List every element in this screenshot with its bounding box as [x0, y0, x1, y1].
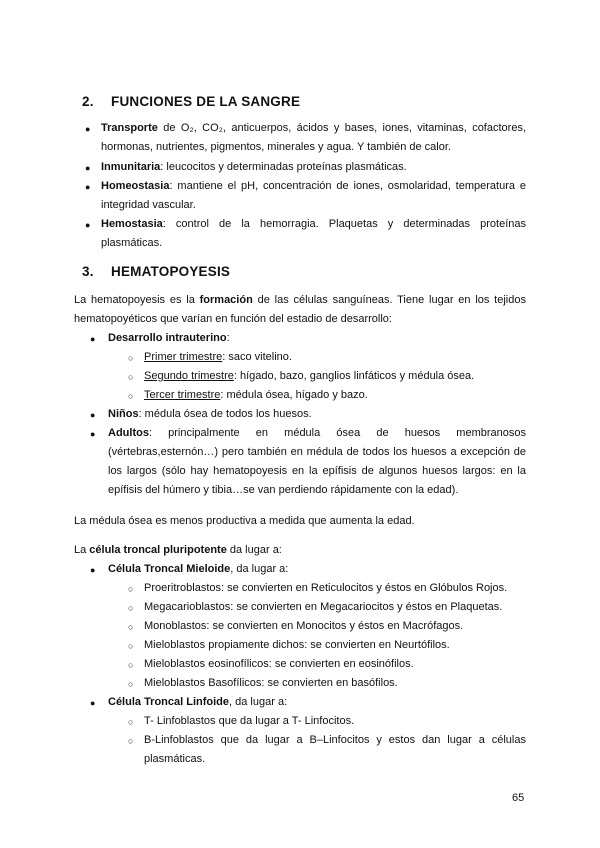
circle-bullet-icon: ○ — [128, 717, 134, 727]
list-item-ninos — [108, 405, 312, 424]
page-number: 65 — [512, 792, 525, 804]
list-item-hemostasia — [101, 215, 526, 253]
item-text: : leucocitos y determinadas proteínas plasmáticas. — [160, 161, 407, 173]
list-item-mieloide-3: Mieloblastos propiamente dichos: se convierten en Neurtófilos. — [144, 639, 450, 651]
list-item-mieloide-0: Proeritroblastos: se convierten en Reticulocitos y éstos en Glóbulos Rojos. — [144, 582, 508, 594]
list-item-mieloide-5: Mieloblastos Basofílicos: se convierten en basófilos. — [144, 677, 398, 689]
list-item-inmunitaria — [101, 158, 526, 177]
list-item-tercer-trimestre — [144, 386, 368, 405]
list-item-homeostasia — [101, 177, 526, 215]
medula-note: La médula ósea es menos productiva a medida que aumenta la edad. — [74, 515, 415, 527]
list-item-primer-trimestre — [144, 348, 292, 367]
item-bold: Inmunitaria — [101, 161, 161, 173]
item-underlined: Primer trimestre — [144, 351, 223, 363]
circle-bullet-icon: ○ — [128, 391, 134, 401]
list-item-mieloide-1: Megacarioblastos: se convierten en Megacariocitos y éstos en Plaquetas. — [144, 601, 503, 613]
circle-bullet-icon: ○ — [128, 641, 134, 651]
circle-bullet-icon: ○ — [128, 603, 134, 613]
list-item-mieloide — [108, 560, 288, 579]
bullet-icon: ● — [85, 182, 91, 192]
bullet-icon: ● — [85, 220, 91, 230]
section-2-heading — [82, 94, 300, 109]
hematopoyesis-intro — [74, 291, 526, 329]
circle-bullet-icon: ○ — [128, 679, 134, 689]
item-text: : principalmente en médula ósea de huesos membranosos (vértebras,esternón…) pero también en médula de todos los huesos a excepción de los largos (sólo hay hematopoyesis en la epífisis de algunos huesos largos: en la epífisis del húmero y tibia…se van perdiendo rápidamente con la edad). — [108, 427, 526, 496]
list-item-linfoide-1: B-Linfoblastos que da lugar a B–Linfocitos y estos dan lugar a células plasmáticas. — [144, 734, 526, 765]
section-2-title: FUNCIONES DE LA SANGRE — [111, 94, 301, 109]
item-bold: Adultos — [108, 427, 149, 439]
item-text: : mantiene el pH, concentración de iones, osmolaridad, temperatura e integridad vascular. — [101, 180, 526, 211]
circle-bullet-icon: ○ — [128, 372, 134, 382]
item-text: : — [226, 332, 230, 344]
item-text: , da lugar a: — [229, 696, 288, 708]
item-underlined: Tercer trimestre — [144, 389, 221, 401]
item-bold: Hemostasia — [101, 218, 163, 230]
item-bold: Célula Troncal Linfoide — [108, 696, 230, 708]
bullet-icon: ● — [90, 334, 96, 344]
intro-text: La hematopoyesis es la — [74, 294, 200, 306]
circle-bullet-icon: ○ — [128, 736, 134, 746]
item-text: : médula ósea de todos los huesos. — [138, 408, 312, 420]
item-text: : control de la hemorragia. Plaquetas y determinadas proteínas plasmáticas. — [101, 218, 526, 249]
list-item-adultos — [108, 424, 526, 500]
bullet-icon: ● — [90, 698, 96, 708]
intro-bold: formación — [199, 294, 253, 306]
list-item-linfoide — [108, 693, 287, 712]
list-item-mieloide-2: Monoblastos: se convierten en Monocitos y éstos en Macrófagos. — [144, 620, 464, 632]
item-underlined: Segundo trimestre — [144, 370, 234, 382]
circle-bullet-icon: ○ — [128, 622, 134, 632]
list-item-intrauterino — [108, 329, 230, 348]
item-text: : médula ósea, hígado y bazo. — [220, 389, 368, 401]
bullet-icon: ● — [90, 565, 96, 575]
circle-bullet-icon: ○ — [128, 660, 134, 670]
bullet-icon: ● — [85, 124, 91, 134]
list-item-mieloide-4: Mieloblastos eosinofílicos: se convierten en eosinófilos. — [144, 658, 414, 670]
item-text: de O₂, CO₂, anticuerpos, ácidos y bases, iones, vitaminas, cofactores, hormonas, nutrientes, pigmentos, minerales y agua. Y también de calor. — [101, 122, 526, 153]
item-bold: Homeostasia — [101, 180, 170, 192]
section-3-number: 3. — [82, 264, 94, 279]
troncal-text: da lugar a: — [226, 544, 282, 556]
item-bold: Célula Troncal Mieloide — [108, 563, 231, 575]
bullet-icon: ● — [90, 429, 96, 439]
list-item-linfoide-0: T- Linfoblastos que da lugar a T- Linfocitos. — [144, 715, 355, 727]
troncal-bold: célula troncal pluripotente — [89, 544, 227, 556]
bullet-icon: ● — [90, 410, 96, 420]
item-text: , da lugar a: — [230, 563, 289, 575]
troncal-intro — [74, 541, 526, 560]
circle-bullet-icon: ○ — [128, 584, 134, 594]
item-bold: Transporte — [101, 122, 158, 134]
section-3-heading — [82, 264, 230, 279]
troncal-text: La — [74, 544, 90, 556]
circle-bullet-icon: ○ — [128, 353, 134, 363]
item-bold: Desarrollo intrauterino — [108, 332, 227, 344]
intro-text: de las células sanguíneas. Tiene lugar en los tejidos hematopoyéticos que varían en función del estadio de desarrollo: — [74, 294, 526, 325]
item-text: : hígado, bazo, ganglios linfáticos y médula ósea. — [233, 370, 475, 382]
list-item-segundo-trimestre — [144, 367, 474, 386]
section-2-number: 2. — [82, 94, 94, 109]
item-text: : saco vitelino. — [222, 351, 292, 363]
list-item-transporte — [101, 119, 526, 157]
section-3-title: HEMATOPOYESIS — [111, 264, 231, 279]
item-bold: Niños — [108, 408, 139, 420]
bullet-icon: ● — [85, 163, 91, 173]
